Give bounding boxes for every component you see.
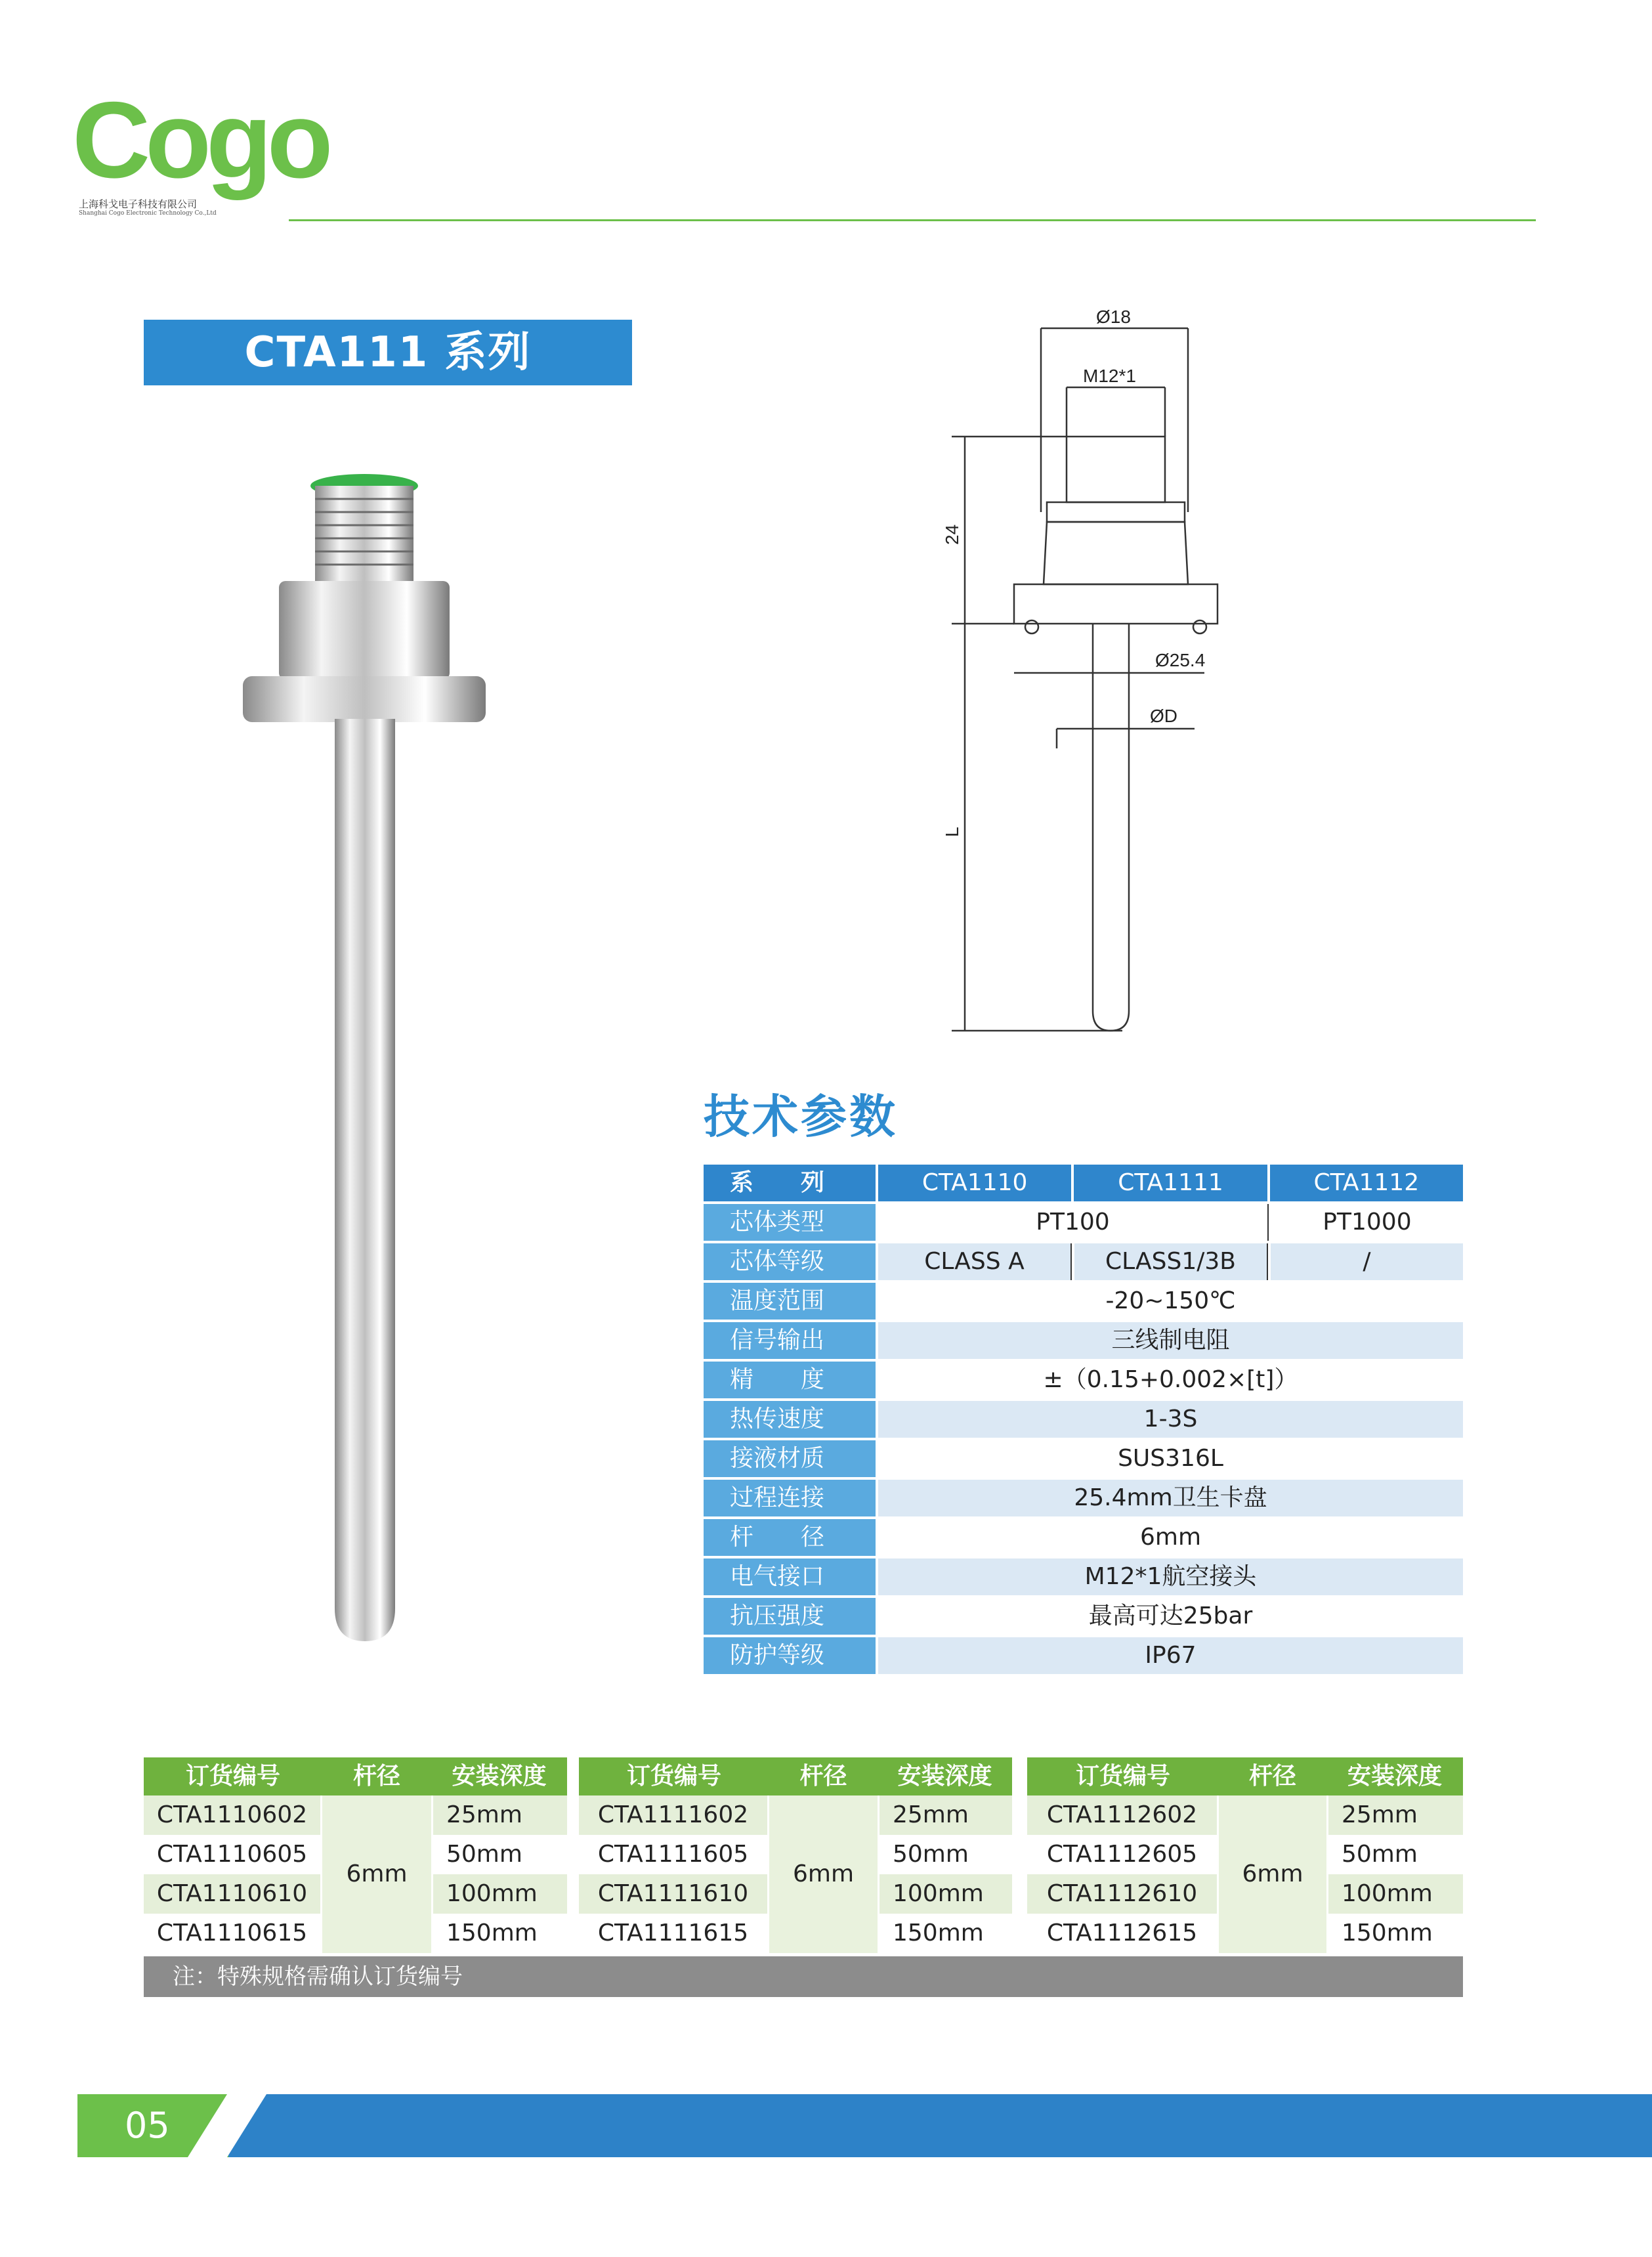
order-table xyxy=(144,1757,567,1953)
stem-diameter: 6mm xyxy=(322,1795,431,1953)
spec-value: CLASS1/3B xyxy=(1074,1243,1268,1280)
spec-value: 三线制电阻 xyxy=(878,1322,1463,1359)
spec-label: 防护等级 xyxy=(704,1637,876,1674)
spec-row xyxy=(704,1478,1463,1518)
spec-header-label: 系 列 xyxy=(704,1165,876,1201)
spec-label: 信号输出 xyxy=(704,1322,876,1359)
order-code: CTA1111602 xyxy=(579,1795,769,1835)
install-depth: 50mm xyxy=(1326,1835,1463,1874)
install-depth: 150mm xyxy=(1326,1914,1463,1953)
dim-height: 24 xyxy=(942,524,962,545)
order-table-header xyxy=(579,1757,1012,1795)
spec-row xyxy=(704,1281,1463,1321)
order-header-depth: 安装深度 xyxy=(452,1763,547,1790)
order-header-depth: 安装深度 xyxy=(1347,1763,1442,1790)
spec-value: IP67 xyxy=(878,1637,1463,1674)
install-depth: 25mm xyxy=(878,1795,1012,1835)
dim-thread: M12*1 xyxy=(1083,366,1136,386)
order-table xyxy=(579,1757,1012,1953)
spec-table xyxy=(704,1163,1463,1675)
spec-model: CTA1111 xyxy=(1074,1165,1267,1201)
spec-row xyxy=(704,1203,1463,1242)
spec-label: 过程连接 xyxy=(704,1480,876,1516)
spec-heading: 技术参数 xyxy=(704,1090,898,1144)
install-depth: 50mm xyxy=(878,1835,1012,1874)
spec-value: / xyxy=(1271,1243,1463,1280)
order-code: CTA1110615 xyxy=(144,1914,322,1953)
order-code: CTA1112610 xyxy=(1027,1874,1219,1914)
company-name-en: Shanghai Cogo Electronic Technology Co.,Ltd xyxy=(79,210,217,217)
stem-diameter: 6mm xyxy=(1219,1795,1326,1953)
stem-diameter: 6mm xyxy=(769,1795,878,1953)
footer-band xyxy=(190,2094,1652,2157)
spec-value: -20~150℃ xyxy=(878,1283,1463,1320)
spec-value: 6mm xyxy=(878,1519,1463,1556)
order-table-header xyxy=(1027,1757,1463,1795)
install-depth: 150mm xyxy=(878,1914,1012,1953)
install-depth: 50mm xyxy=(431,1835,567,1874)
install-depth: 25mm xyxy=(431,1795,567,1835)
order-code: CTA1110610 xyxy=(144,1874,322,1914)
header-rule xyxy=(289,219,1536,221)
spec-label: 接液材质 xyxy=(704,1440,876,1477)
order-header-code: 订货编号 xyxy=(185,1763,280,1790)
spec-row xyxy=(704,1400,1463,1439)
dimension-drawing xyxy=(939,302,1267,1050)
spec-row xyxy=(704,1518,1463,1557)
spec-value: PT1000 xyxy=(1271,1204,1463,1241)
spec-model: CTA1112 xyxy=(1270,1165,1463,1201)
spec-label: 芯体等级 xyxy=(704,1243,876,1280)
spec-label: 精 度 xyxy=(704,1362,876,1398)
install-depth: 100mm xyxy=(431,1874,567,1914)
company-name-cn: 上海科戈电子科技有限公司 xyxy=(79,198,198,210)
order-code: CTA1112605 xyxy=(1027,1835,1219,1874)
install-depth: 25mm xyxy=(1326,1795,1463,1835)
spec-header-row xyxy=(704,1163,1463,1203)
order-code: CTA1112602 xyxy=(1027,1795,1219,1835)
spec-label: 温度范围 xyxy=(704,1283,876,1320)
install-depth: 100mm xyxy=(1326,1874,1463,1914)
dim-stem-diameter: ØD xyxy=(1150,706,1177,726)
product-photo xyxy=(217,446,512,1694)
spec-row xyxy=(704,1360,1463,1400)
install-depth: 150mm xyxy=(431,1914,567,1953)
dim-flange-diameter: Ø25.4 xyxy=(1155,650,1206,670)
order-code: CTA1110602 xyxy=(144,1795,322,1835)
order-header-diameter: 杆径 xyxy=(799,1763,847,1790)
series-title: CTA111 系列 xyxy=(144,320,632,385)
order-table xyxy=(1027,1757,1463,1953)
order-header-depth: 安装深度 xyxy=(897,1763,992,1790)
order-header-diameter: 杆径 xyxy=(1248,1763,1296,1790)
spec-value: 1-3S xyxy=(878,1401,1463,1438)
spec-value: ±（0.15+0.002×[t]） xyxy=(878,1362,1463,1398)
order-header-code: 订货编号 xyxy=(626,1763,721,1790)
spec-value: PT100 xyxy=(878,1204,1269,1241)
spec-value: M12*1航空接头 xyxy=(878,1558,1463,1595)
dim-length: L xyxy=(942,827,962,837)
page-number: 05 xyxy=(125,2105,170,2146)
spec-label: 电气接口 xyxy=(704,1558,876,1595)
order-code: CTA1111610 xyxy=(579,1874,769,1914)
order-code: CTA1112615 xyxy=(1027,1914,1219,1953)
spec-row xyxy=(704,1242,1463,1281)
spec-label: 抗压强度 xyxy=(704,1598,876,1635)
spec-label: 芯体类型 xyxy=(704,1204,876,1241)
spec-row xyxy=(704,1557,1463,1597)
spec-value: 最高可达25bar xyxy=(878,1598,1463,1635)
spec-row xyxy=(704,1439,1463,1478)
order-code: CTA1110605 xyxy=(144,1835,322,1874)
spec-row xyxy=(704,1636,1463,1675)
svg-text:Cogo: Cogo xyxy=(72,79,328,200)
order-table-header xyxy=(144,1757,567,1795)
spec-label: 热传速度 xyxy=(704,1401,876,1438)
spec-row xyxy=(704,1597,1463,1636)
spec-value: SUS316L xyxy=(878,1440,1463,1477)
spec-label: 杆 径 xyxy=(704,1519,876,1556)
spec-value: CLASS A xyxy=(878,1243,1072,1280)
dim-outer-diameter: Ø18 xyxy=(1096,307,1131,327)
spec-model: CTA1110 xyxy=(878,1165,1071,1201)
spec-value: 25.4mm卫生卡盘 xyxy=(878,1480,1463,1516)
order-code: CTA1111615 xyxy=(579,1914,769,1953)
order-code: CTA1111605 xyxy=(579,1835,769,1874)
order-header-code: 订货编号 xyxy=(1075,1763,1170,1790)
order-header-diameter: 杆径 xyxy=(352,1763,400,1790)
spec-row xyxy=(704,1321,1463,1360)
install-depth: 100mm xyxy=(878,1874,1012,1914)
note-bar: 注：特殊规格需确认订货编号 xyxy=(144,1956,1463,1997)
